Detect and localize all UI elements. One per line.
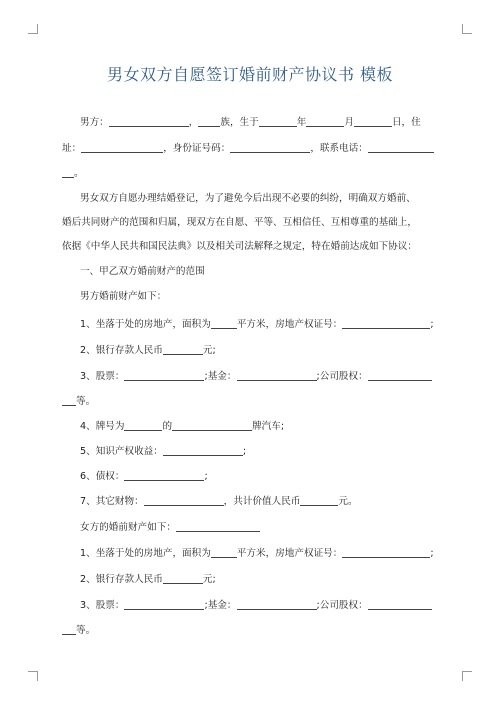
male-item-house: 1、坐落于处的房地产，面积为 平方米，房地产权证号： ; [80,319,434,330]
male-item-other: 7、其它财物： ，共计价值人民币 元。 [80,496,358,507]
female-item-stock-cont: 等。 [62,624,95,637]
crop-mark-top-left [28,24,38,34]
preamble-line-3: 依据《中华人民共和国民法典》以及相关司法解释之规定，特在婚前达成如下协议： [62,241,417,252]
female-item-house: 1、坐落于处的房地产，面积为 平方米，房地产权证号： ; [80,548,434,559]
male-item-deposit: 2、银行存款人民币 元; [80,345,216,356]
party-line-2: 址： ，身份证号码： ，联系电话： [62,142,434,155]
female-assets-heading: 女方的婚前财产如下： [80,521,260,534]
male-item-debt: 6、债权： ; [80,471,208,482]
male-item-stock-cont: 等。 [62,395,95,408]
male-item-car: 4、牌号为 的 牌汽车; [80,421,285,432]
female-item-deposit: 2、银行存款人民币 元; [80,574,216,585]
party-line-3: 。 [62,167,84,180]
crop-mark-bottom-left [28,671,38,681]
section-heading-1: 一、甲乙双方婚前财产的范围 [80,266,205,277]
document-title: 男女双方自愿签订婚前财产协议书 模板 [106,65,394,84]
male-item-ip: 5、知识产权收益： ; [80,446,247,457]
crop-mark-top-right [462,24,472,34]
crop-mark-bottom-right [462,671,472,681]
female-item-stock: 3、股票： ;基金： ;公司股权： [80,599,432,612]
preamble-line-2: 婚后共同财产的范围和归属，现双方在自愿、平等、互相信任、互相尊重的基础上， [62,217,417,228]
male-item-stock: 3、股票： ;基金： ;公司股权： [80,370,432,383]
male-assets-heading: 男方婚前财产如下： [80,291,167,302]
party-line-1: 男方： ， 族，生于 年 月 日，住 [80,117,421,128]
preamble-line-1: 男女双方自愿办理结婚登记，为了避免今后出现不必要的纠纷，明确双方婚前、 [80,193,416,204]
